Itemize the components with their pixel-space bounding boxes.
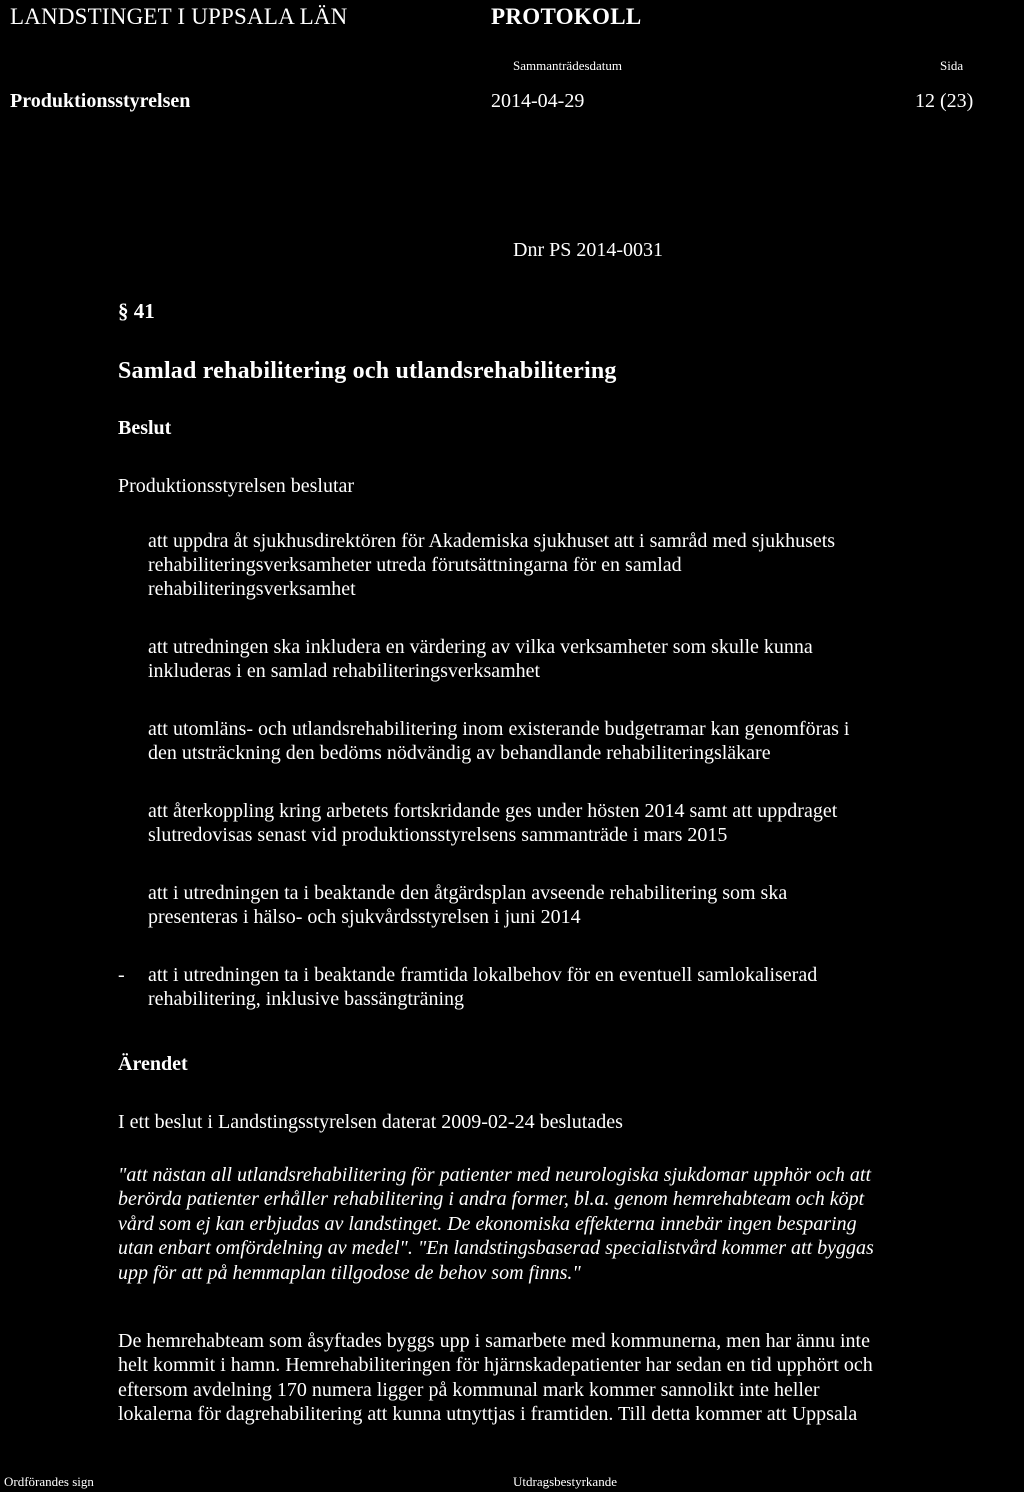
case-number: Dnr PS 2014-0031 — [513, 239, 664, 261]
decision-list — [118, 529, 1008, 1045]
decision-line: rehabiliteringsverksamheter utreda förutsättningarna för en samlad — [148, 554, 682, 576]
decision-dash: - — [118, 964, 125, 986]
quoted-decision — [118, 1163, 1024, 1285]
quote-line: utan enbart omfördelning av medel". "En landstingsbaserad specialistvård kommer att byggas — [118, 1237, 874, 1260]
decision-line: rehabiliteringsverksamhet — [148, 578, 356, 600]
quote-line: vård som ej kan erbjudas av landstinget. De ekonomiska effekterna innebär ingen besparing — [118, 1212, 857, 1235]
decision-line: att utredningen ska inkludera en värdering av vilka verksamheter som skulle kunna — [148, 636, 813, 658]
paragraph-line: helt kommit i hamn. Hemrehabiliteringen för hjärnskadepatienter har sedan en tid upphört och — [118, 1354, 873, 1377]
paragraph-line: lokalerna för dagrehabilitering att kunna utnyttjas i framtiden. Till detta kommer att Uppsala — [118, 1403, 858, 1426]
paragraph-line: De hemrehabteam som åsyftades byggs upp i samarbete med kommunerna, men har ännu inte — [118, 1330, 870, 1352]
decision-line: att utomläns- och utlandsrehabilitering inom existerande budgetramar kan genomföras i — [148, 718, 850, 740]
decision-item — [148, 881, 1008, 929]
extract-certification-label: Utdragsbestyrkande — [513, 1474, 617, 1489]
decision-item — [148, 635, 1008, 683]
section-title: Samlad rehabilitering och utlandsrehabilitering — [118, 358, 617, 384]
date-label: Sammanträdesdatum — [513, 58, 623, 73]
decision-line: slutredovisas senast vid produktionsstyrelsens sammanträde i mars 2015 — [148, 824, 728, 846]
paragraph-line: eftersom avdelning 170 numera ligger på kommunal mark kommer sannolikt inte heller — [118, 1378, 820, 1401]
decision-item — [148, 799, 1008, 847]
beslut-heading: Beslut — [118, 417, 172, 439]
organization-name: LANDSTINGET I UPPSALA LÄN — [10, 4, 348, 29]
quote-line: upp för att på hemmaplan tillgodose de behov som finns." — [118, 1261, 581, 1284]
board-name: Produktionsstyrelsen — [10, 90, 191, 112]
decision-line: presenteras i hälso- och sjukvårdsstyrelsen i juni 2014 — [148, 906, 581, 928]
chair-signature-label: Ordförandes sign — [4, 1474, 94, 1489]
decision-line: inkluderas i en samlad rehabiliteringsverksamhet — [148, 660, 541, 682]
decision-line: att uppdra åt sjukhusdirektören för Akademiska sjukhuset att i samråd med sjukhusets — [148, 530, 836, 552]
page-label: Sida — [940, 58, 964, 73]
arendet-paragraph: I ett beslut i Landstingsstyrelsen daterat 2009-02-24 beslutades — [118, 1111, 623, 1133]
quote-line: "att nästan all utlandsrehabilitering för patienter med neurologiska sjukdomar upphör och att — [118, 1164, 871, 1186]
arendet-paragraph — [118, 1329, 1024, 1427]
decision-item — [148, 717, 1008, 765]
decision-item — [118, 963, 1008, 1011]
quote-line: berörda patienter erhåller rehabilitering i andra former, bl.a. genom hemrehabteam och köpt — [118, 1188, 865, 1211]
beslut-intro: Produktionsstyrelsen beslutar — [118, 475, 355, 497]
decision-line: att återkoppling kring arbetets fortskridande ges under hösten 2014 samt att uppdraget — [148, 800, 838, 822]
document-type: PROTOKOLL — [491, 4, 642, 29]
meeting-date: 2014-04-29 — [491, 90, 585, 112]
decision-line: rehabilitering, inklusive bassängträning — [148, 988, 465, 1010]
decision-item — [148, 529, 1008, 601]
paragraph-number: § 41 — [118, 299, 155, 323]
decision-line: att i utredningen ta i beaktande framtida lokalbehov för en eventuell samlokaliserad — [148, 964, 818, 986]
arendet-heading: Ärendet — [118, 1053, 188, 1075]
page-number: 12 (23) — [915, 90, 974, 112]
decision-line: den utsträckning den bedöms nödvändig av behandlande rehabiliteringsläkare — [148, 742, 771, 764]
decision-line: att i utredningen ta i beaktande den åtgärdsplan avseende rehabilitering som ska — [148, 882, 788, 904]
